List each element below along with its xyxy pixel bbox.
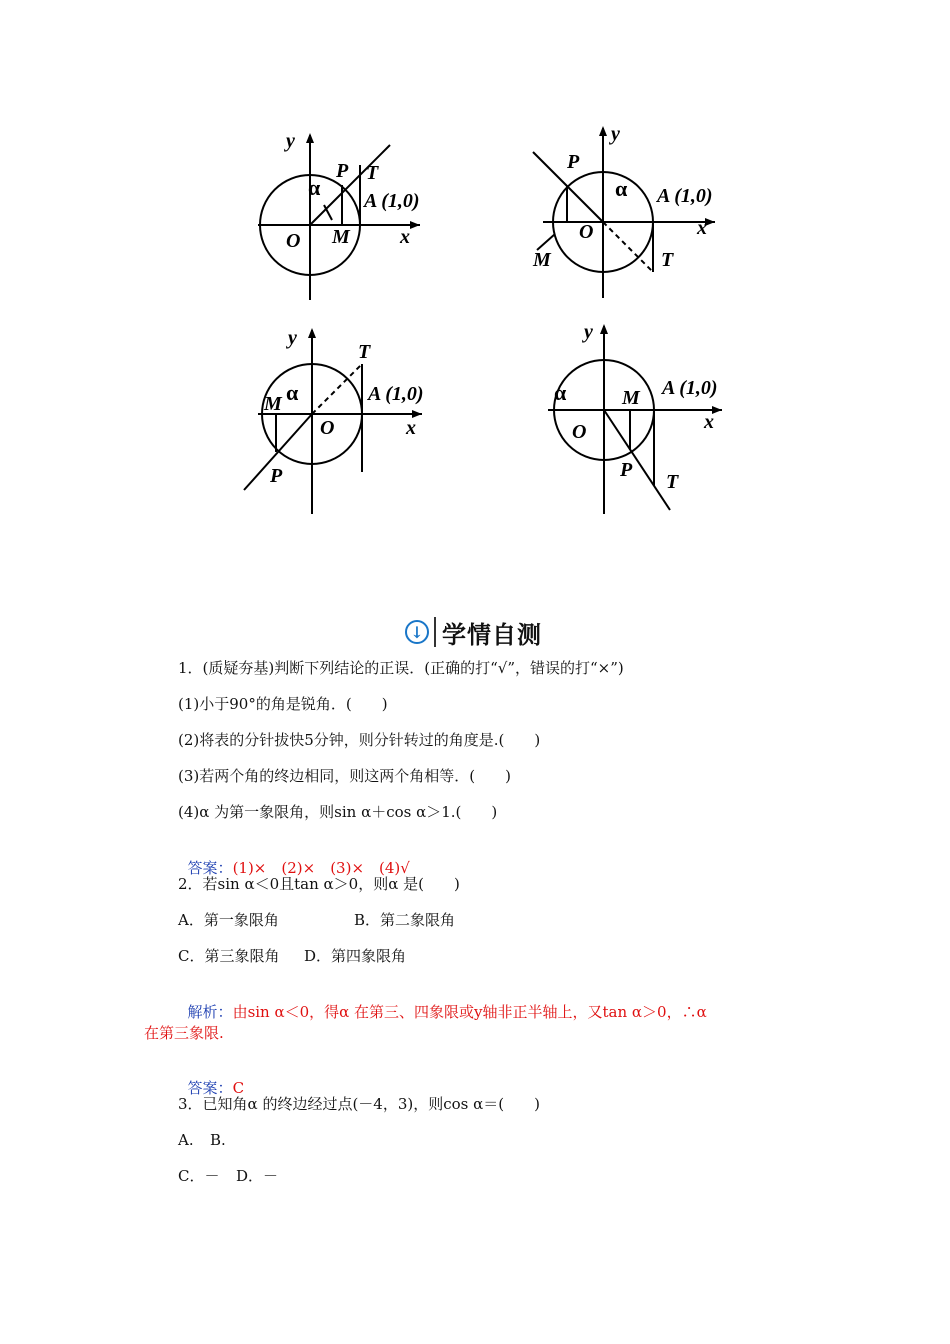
q2-analysis [178,982,707,1022]
q2-option-b: B．第二象限角 [354,911,456,929]
fig3-origin-label: O [320,417,335,439]
unit-circle-figure-3 [240,322,470,518]
unit-circle-figure-1 [240,125,470,305]
unit-circle-figure-2 [525,120,755,300]
q3-stem: 3．已知角α 的终边经过点(－4，3)，则cos α＝( ) [178,1095,540,1113]
fig4-m-label: M [622,387,640,409]
fig1-a-label: A (1,0) [364,190,420,212]
q2-analysis-line1: 由sin α＜0，得α 在第三、四象限或y轴非正半轴上，又tan α＞0，∴α [232,1003,707,1021]
fig2-y-label: y [611,123,620,145]
fig1-t-label: T [366,162,379,184]
q2-answer-value: C [232,1079,245,1097]
section-heading [405,612,542,652]
q3-option-a: A. [178,1131,194,1149]
q2-answer-label: 答案： [187,1079,233,1097]
fig4-x-label: x [704,411,714,433]
fig3-m-label: M [264,393,282,415]
q1-answer [178,838,410,878]
q1-item-1: (1)小于90°的角是锐角．( ) [178,695,388,713]
fig3-p-label: P [270,465,283,487]
fig3-x-label: x [406,417,416,439]
section-title-text: 学情自测 [442,620,542,649]
q2-stem: 2．若sin α＜0且tan α＞0，则α 是( ) [178,875,460,893]
q1-answer-value: (1)× (2)× (3)× (4)√ [232,859,410,877]
fig4-origin-label: O [572,421,587,443]
q1-answer-label: 答案： [187,859,233,877]
down-arrow-circle-icon: ↓ [405,620,429,644]
fig1-y-label: y [286,130,295,152]
fig2-alpha-label: α [615,176,628,201]
q2-option-a: A．第一象限角 [178,911,279,929]
q1-stem: 1．(质疑夯基)判断下列结论的正误．(正确的打“√”，错误的打“×”) [178,659,624,677]
q1-item-2: (2)将表的分针拔快5分钟，则分针转过的角度是.( ) [178,731,541,749]
q2-analysis-line2: 在第三象限. [144,1024,224,1042]
fig1-alpha-label: α [308,175,321,200]
unit-circle-figure-4 [530,318,760,518]
fig4-p-label: P [620,459,633,481]
fig3-t-label: T [358,341,371,363]
q1-item-3: (3)若两个角的终边相同，则这两个角相等．( ) [178,767,511,785]
fig3-a-label: A (1,0) [368,383,424,405]
fig2-p-label: P [567,151,580,173]
fig1-x-label: x [400,226,410,248]
fig2-origin-label: O [579,221,594,243]
fig4-alpha-label: α [554,380,567,405]
fig3-y-label: y [288,327,297,349]
q2-analysis-label: 解析： [187,1003,233,1021]
fig1-m-label: M [332,226,350,248]
fig1-origin-label: O [286,230,301,252]
q3-option-d: D．－ [236,1167,279,1185]
fig3-alpha-label: α [286,380,299,405]
fig2-m-label: M [533,249,551,271]
q2-option-d: D．第四象限角 [304,947,407,965]
q3-option-b: B. [210,1131,226,1149]
q2-answer [178,1058,244,1098]
heading-divider [434,617,436,647]
q1-item-4: (4)α 为第一象限角，则sin α＋cos α＞1.( ) [178,803,498,821]
q3-option-c: C．－ [178,1167,220,1185]
fig2-x-label: x [697,217,707,239]
fig1-p-label: P [336,160,349,182]
fig4-a-label: A (1,0) [662,377,718,399]
fig4-t-label: T [666,471,679,493]
fig2-a-label: A (1,0) [657,185,713,207]
fig4-y-label: y [584,321,593,343]
fig2-t-label: T [661,249,674,271]
q2-option-c: C．第三象限角 [178,947,280,965]
